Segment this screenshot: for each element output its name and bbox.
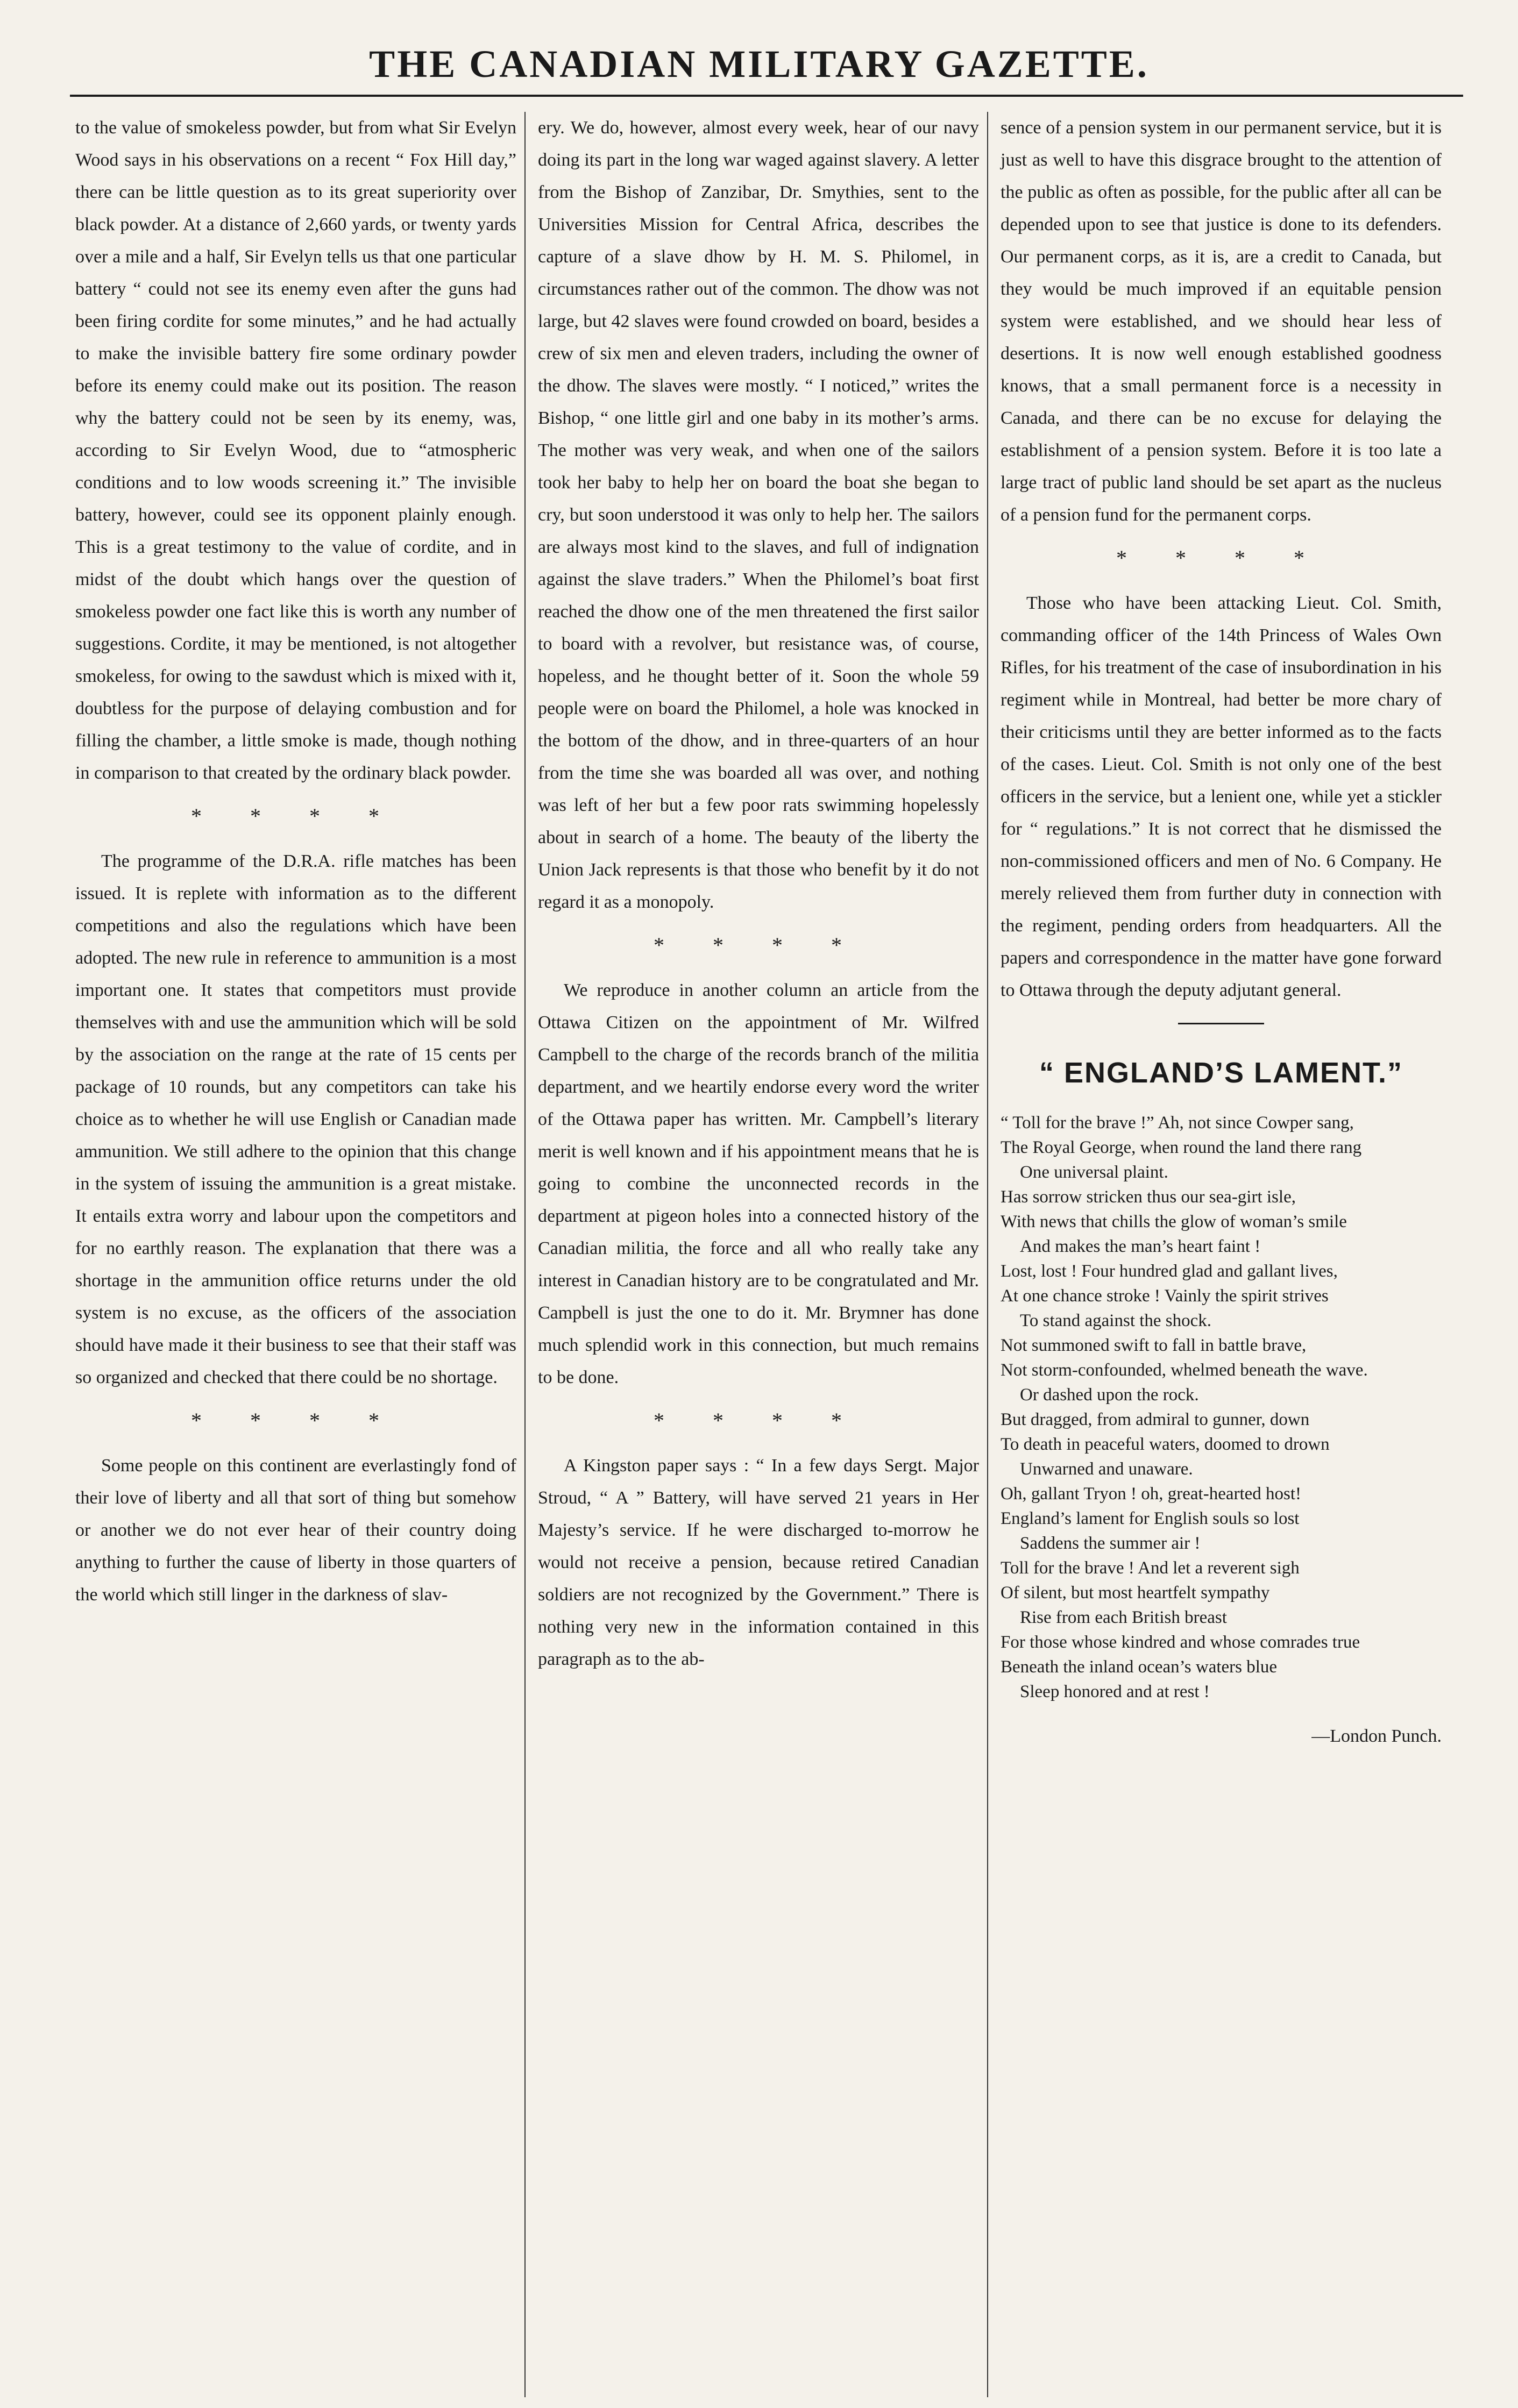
poem-line: But dragged, from admiral to gunner, down: [1001, 1410, 1310, 1429]
column-divider: [987, 112, 988, 2397]
poem-line: With news that chills the glow of woman’s smile: [1001, 1212, 1347, 1231]
poem-line: Rise from each British breast: [1020, 1608, 1227, 1627]
poem-rule: [1178, 1023, 1264, 1024]
section-separator: * * * *: [1116, 546, 1326, 570]
poem-line: Has sorrow stricken thus our sea-girt isle,: [1001, 1187, 1296, 1207]
poem-line: Lost, lost ! Four hundred glad and gallant lives,: [1001, 1262, 1338, 1281]
article-paragraph: ery. We do, however, almost every week, hear of our navy doing its part in the long war waged against slavery. A letter from the Bishop of Zanzibar, Dr. Smythies, sent to the Universities Mission for Central Africa, describes the capture of a slave dhow by H. M. S. Philomel, in circumstances rather out of the common. The dhow was not large, but 42 slaves were found crowded on board, besides a crew of six men and eleven traders, including the owner of the dhow. The slaves were mostly. “ I noticed,” writes the Bishop, “ one little girl and one baby in its mother’s arms. The mother was very weak, and when one of the sailors took her baby to help her on board the boat she began to cry, but soon understood it was only to help her. The sailors are always most kind to the slaves, and full of indignation against the slave traders.” When the Philomel’s boat first reached the dhow one of the men threatened the first sailor to board with a revolver, but resistance was, of course, hopeless, and he thought better of it. Soon the whole 59 people were on board the Philomel, a hole was knocked in the bottom of the dhow, and in three-quarters of an hour from the time she was boarded all was over, and nothing was left of her but a few poor rats swimming hopelessly about in search of a home. The beauty of the liberty the Union Jack represents is that those who benefit by it do not regard it as a monopoly.: [538, 118, 979, 912]
section-separator: * * * *: [191, 804, 401, 828]
column-divider: [524, 112, 526, 2397]
article-paragraph: to the value of smokeless powder, but from what Sir Evelyn Wood says in his observations on a recent “ Fox Hill day,” there can be little question as to its great superiority over black powder. At a distance of 2,660 yards, or twenty yards over a mile and a half, Sir Evelyn tells us that one particular battery “ could not see its enemy even after the guns had been firing cordite for some minutes,” and he had actually to make the invisible battery fire some ordinary powder before its enemy could make out its position. The reason why the battery could not be seen by its enemy, was, according to Sir Evelyn Wood, due to “atmospheric conditions and to low woods screening it.” The invisible battery, however, could see its opponent plainly enough. This is a great testimony to the value of cordite, and in midst of the doubt which hangs over the question of smokeless powder one fact like this is worth any number of suggestions. Cordite, it may be mentioned, is not altogether smokeless, for owing to the sawdust which is mixed with it, doubtless for the purpose of delaying combustion and for filling the chamber, a little smoke is made, though nothing in comparison to that created by the ordinary black powder.: [75, 118, 516, 783]
article-paragraph: Those who have been attacking Lieut. Col. Smith, commanding officer of the 14th Princess of Wales Own Rifles, for his treatment of the case of insubordination in his regiment while in Montreal, had better be more chary of their criticisms until they are better informed as to the facts of the cases. Lieut. Col. Smith is not only one of the best officers in the service, but a lenient one, while yet a stickler for “ regulations.” It is not correct that he dismissed the non-commissioned officers and men of No. 6 Company. He merely relieved them from further duty in connection with the regiment, pending orders from headquarters. All the papers and correspondence in the matter have gone forward to Ottawa through the deputy adjutant general.: [1001, 593, 1442, 1000]
article-paragraph: We reproduce in another column an article from the Ottawa Citizen on the appointment of Mr. Wilfred Campbell to the charge of the records branch of the militia department, and we heartily endorse every word the writer of the Ottawa paper has written. Mr. Campbell’s literary merit is well known and if his appointment means that he is going to combine the unconnected records in the department at pigeon holes into a connected history of the Canadian militia, the force and all who really take any interest in Canadian history are to be congratulated and Mr. Campbell is just the one to do it. Mr. Brymner has done much splendid work in this connection, but much remains to be done.: [538, 980, 979, 1387]
poem-line: Not summoned swift to fall in battle brave,: [1001, 1336, 1307, 1355]
article-paragraph: A Kingston paper says : “ In a few days Sergt. Major Stroud, “ A ” Battery, will have served 21 years in Her Majesty’s service. If he were discharged to-morrow he would not receive a pension, because retired Canadian soldiers are not recognized by the Government.” There is nothing very new in the information contained in this paragraph as to the ab-: [538, 1456, 979, 1669]
poem-line: England’s lament for English souls so lost: [1001, 1509, 1300, 1528]
poem-line: Unwarned and unaware.: [1020, 1459, 1193, 1479]
poem-line: To death in peaceful waters, doomed to drown: [1001, 1435, 1330, 1454]
poem-line: Or dashed upon the rock.: [1020, 1385, 1199, 1405]
article-paragraph: The programme of the D.R.A. rifle matches has been issued. It is replete with information as to the different competitions and also the regulations which have been adopted. The new rule in reference to ammunition is a most important one. It states that competitors must provide themselves with and use the ammunition which will be sold by the association on the range at the rate of 15 cents per package of 10 rounds, but any competitors can take his choice as to whether he will use English or Canadian made ammunition. We still adhere to the opinion that this change in the system of issuing the ammunition is a great mistake. It entails extra worry and labour upon the competitors and for no earthly reason. The explanation that there was a shortage in the ammunition office returns under the old system is no excuse, as the officers of the association should have made it their business to see that their staff was so organized and checked that there could be no shortage.: [75, 851, 516, 1387]
poem-line: Of silent, but most heartfelt sympathy: [1001, 1583, 1270, 1602]
section-separator: * * * *: [191, 1408, 401, 1433]
poem-line: The Royal George, when round the land there rang: [1001, 1138, 1362, 1157]
column-1: [75, 112, 516, 1611]
poem-line: Saddens the summer air !: [1020, 1534, 1201, 1553]
section-separator: * * * *: [654, 933, 863, 957]
section-separator: * * * *: [654, 1408, 863, 1433]
poem-line: One universal plaint.: [1020, 1163, 1168, 1182]
poem-line: For those whose kindred and whose comrades true: [1001, 1633, 1360, 1652]
masthead: THE CANADIAN MILITARY GAZETTE.: [369, 42, 1149, 86]
poem-line: “ Toll for the brave !” Ah, not since Cowper sang,: [1001, 1113, 1354, 1132]
article-paragraph: sence of a pension system in our permanent service, but it is just as well to have this disgrace brought to the attention of the public as often as possible, for the public after all can be depended upon to see that justice is done to its defenders. Our permanent corps, as it is, are a credit to Canada, but they would be much improved if an equitable pension system were established, and we should hear less of desertions. It is now well enough established goodness knows, that a small permanent force is a necessity in Canada, and there can be no excuse for delaying the establishment of a pension system. Before it is too late a large tract of public land should be set apart as the nucleus of a pension fund for the permanent corps.: [1001, 118, 1442, 525]
poem-line: At one chance stroke ! Vainly the spirit strives: [1001, 1286, 1329, 1306]
column-3: [1001, 112, 1442, 1752]
poem-line: Not storm-confounded, whelmed beneath the wave.: [1001, 1360, 1368, 1380]
poem-line: Oh, gallant Tryon ! oh, great-hearted host!: [1001, 1484, 1302, 1504]
column-2: [538, 112, 979, 1676]
masthead-rule: [70, 95, 1463, 97]
poem-credit: —London Punch.: [1311, 1726, 1442, 1746]
poem-line: Sleep honored and at rest !: [1020, 1682, 1210, 1701]
poem-line: Beneath the inland ocean’s waters blue: [1001, 1657, 1278, 1677]
poem-title: “ ENGLAND’S LAMENT.”: [1039, 1057, 1403, 1089]
article-paragraph: Some people on this continent are everlastingly fond of their love of liberty and all that sort of thing but somehow or another we do not ever hear of their country doing anything to further the cause of liberty in those quarters of the world which still linger in the darkness of slav-: [75, 1456, 516, 1605]
poem-line: And makes the man’s heart faint !: [1020, 1237, 1261, 1256]
poem-line: To stand against the shock.: [1020, 1311, 1212, 1330]
poem: [1001, 1110, 1442, 1704]
poem-line: Toll for the brave ! And let a reverent sigh: [1001, 1558, 1300, 1578]
